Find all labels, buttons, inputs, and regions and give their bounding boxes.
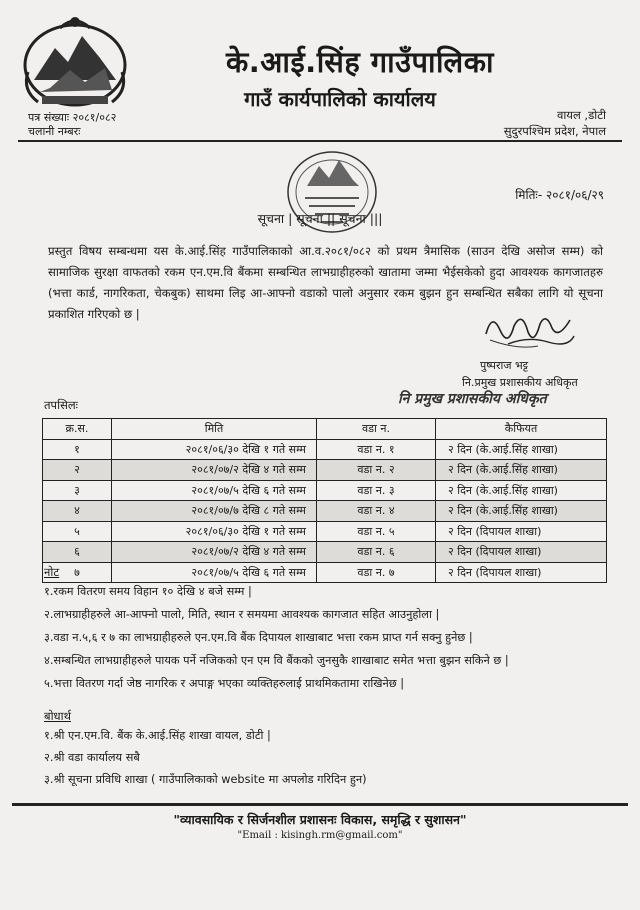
cell-remark: २ दिन (दिपायल शाखा) (436, 562, 607, 583)
notice-date: मितिः- २०८१/०६/२९ (515, 188, 604, 202)
cell-date: २०८१/०७/२ देखि ४ गते सम्म (112, 542, 317, 563)
signature-icon (478, 306, 578, 354)
cc-item: ३.श्री सूचना प्रविधि शाखा ( गाउँपालिकाको website मा अपलोड गरिदिन हुन) (44, 773, 367, 786)
cc-item: १.श्री एन.एम.वि. बैंक के.आई.सिंह शाखा वायल, डोटी | (44, 729, 271, 742)
cell-remark: २ दिन (दिपायल शाखा) (436, 521, 607, 542)
cell-date: २०८१/०७/७ देखि ८ गते सम्म (112, 501, 317, 522)
footer-email: "Email : kisingh.rm@gmail.com" (237, 830, 403, 841)
footer-slogan: "व्यावसायिक र सिर्जनशील प्रशासनः विकास, समृद्धि र सुशासन" (173, 812, 467, 827)
col-header-ward: वडा न. (317, 419, 436, 440)
header-divider (18, 140, 622, 142)
cell-ward: वडा न. १ (317, 439, 436, 460)
cell-date: २०८१/०७/५ देखि ६ गते सम्म (112, 480, 317, 501)
cell-remark: २ दिन (के.आई.सिंह शाखा) (436, 460, 607, 481)
ref-number: पत्र संख्याः २०८१/०८२ (28, 111, 117, 124)
cell-date: २०८१/०७/५ देखि ६ गते सम्म (112, 562, 317, 583)
cell-sn: ६ (43, 542, 112, 563)
table-row (43, 480, 607, 501)
cell-remark: २ दिन (दिपायल शाखा) (436, 542, 607, 563)
cell-remark: २ दिन (के.आई.सिंह शाखा) (436, 501, 607, 522)
address-line-2: सुदुरपश्चिम प्रदेश, नेपाल (503, 124, 606, 138)
cell-ward: वडा न. ४ (317, 501, 436, 522)
cell-remark: २ दिन (के.आई.सिंह शाखा) (436, 480, 607, 501)
cell-ward: वडा न. ५ (317, 521, 436, 542)
notice-body: प्रस्तुत विषय सम्बन्धमा यस के.आई.सिंह गाउँपालिकाको आ.व.२०८१/०८२ को प्रथम त्रैमासिक (साउन देखि असोज सम्म) को सामाजिक सुरक्षा वाफतको रकम एन.एम.वि बैंकमा सम्बन्धित लाभग्राहीहरुको खातामा जम्मा भैईसकेको हुदा आवश्यक कागजातहरु (भत्ता कार्ड, नागरिकता, चेकबुक) साथमा लिइ आ-आफ्नो वडाको पालो अनुसार रकम बुझन हुन सम्बन्धित सबैका लागि यो सूचना प्रकाशित गरिएको छ | (48, 244, 603, 321)
notes-heading: नोट (44, 565, 60, 579)
cell-ward: वडा न. ७ (317, 562, 436, 583)
cell-sn: ७ (43, 562, 112, 583)
cell-ward: वडा न. ३ (317, 480, 436, 501)
col-header-date: मिति (112, 419, 317, 440)
nepal-emblem-icon (20, 10, 130, 110)
schedule-label: तपसिलः (44, 398, 78, 412)
note-item: २.लाभग्राहीहरुले आ-आफ्नो पालो, मिति, स्थान र समयमा आवश्यक कागजात सहित आउनुहोला | (44, 608, 440, 621)
cell-ward: वडा न. २ (317, 460, 436, 481)
cell-sn: ५ (43, 521, 112, 542)
cell-sn: ३ (43, 480, 112, 501)
cc-item: २.श्री वडा कार्यालय सबै (44, 751, 140, 764)
cell-date: २०८१/०७/२ देखि ४ गते सम्म (112, 460, 317, 481)
signer-title: नि.प्रमुख प्रशासकीय अधिकृत (462, 376, 578, 389)
cell-ward: वडा न. ६ (317, 542, 436, 563)
dispatch-number: चलानी नम्बरः (28, 125, 81, 138)
signer-stamp-title: नि प्रमुख प्रशासकीय अधिकृत (398, 391, 547, 407)
table-row (43, 460, 607, 481)
table-row (43, 501, 607, 522)
org-name: के.आई.सिंह गाउँपालिका (226, 45, 494, 79)
cc-heading: बोधार्थ (44, 709, 71, 723)
col-header-sn: क्र.स. (43, 419, 112, 440)
cell-remark: २ दिन (के.आई.सिंह शाखा) (436, 439, 607, 460)
table-header-row (43, 419, 607, 440)
schedule-table (42, 418, 607, 583)
footer-divider (12, 803, 628, 806)
notes-list (44, 580, 614, 695)
note-item: ३.वडा न.५,६ र ७ का लाभग्राहीहरुले एन.एम.वि बैंक दिपायल शाखाबाट भत्ता रकम प्राप्त गर्न सक्नु हुनेछ | (44, 631, 473, 644)
address-line-1: वायल ,डोटी (556, 108, 606, 122)
col-header-remark: कैफियत (436, 419, 607, 440)
signer-name: पुष्पराज भट्ट (480, 359, 529, 372)
note-item: १.रकम वितरण समय विहान १० देखि ४ बजे सम्म | (44, 585, 252, 598)
cell-date: २०८१/०६/३० देखि १ गते सम्म (112, 521, 317, 542)
table-row (43, 542, 607, 563)
table-row (43, 439, 607, 460)
cell-sn: ४ (43, 501, 112, 522)
cc-list (44, 725, 614, 791)
office-name: गाउँ कार्यपालिको कार्यालय (244, 87, 436, 111)
cell-sn: २ (43, 460, 112, 481)
note-item: ५.भत्ता वितरण गर्दा जेष्ठ नागरिक र अपाङ्ग भएका व्यक्तिहरुलाई प्राथमिकतामा राखिनेछ | (44, 677, 405, 690)
note-item: ४.सम्बन्धित लाभग्राहीहरुले पायक पर्ने नजिकको एन एम वि बैंकको जुनसुकै शाखाबाट समेत भत्ता बुझन सकिने छ | (44, 654, 509, 667)
cell-sn: १ (43, 439, 112, 460)
cell-date: २०८१/०६/३० देखि १ गते सम्म (112, 439, 317, 460)
table-row (43, 521, 607, 542)
notice-heading: सूचना | सूचना || सूचना ||| (257, 211, 383, 226)
